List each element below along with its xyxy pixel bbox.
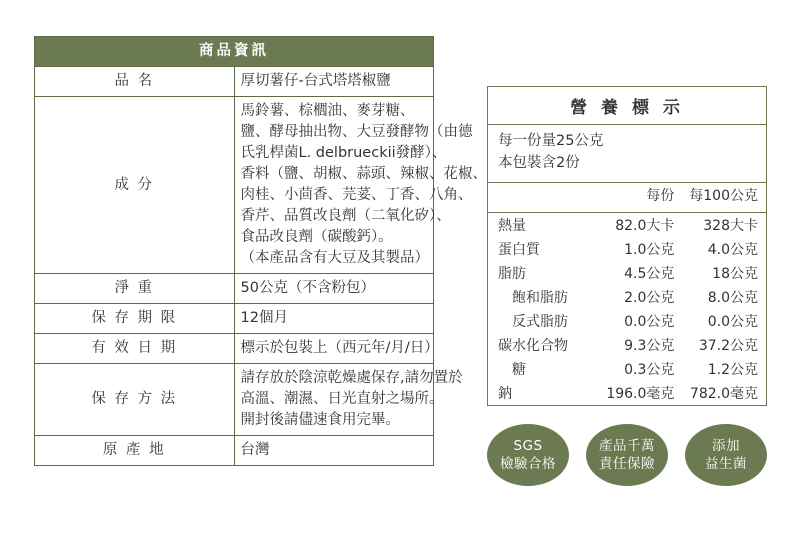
nutrient-per-serving: 196.0毫克 xyxy=(606,385,675,402)
value-lines xyxy=(240,338,439,359)
row-value-ingredients xyxy=(234,97,487,274)
value-line: 50公克（不含粉包） xyxy=(240,280,375,297)
nutrient-name: 蛋白質 xyxy=(498,241,540,258)
nutrient-per-100g: 782.0毫克 xyxy=(689,385,758,402)
value-lines xyxy=(241,278,428,299)
nutrient-per-100g: 1.2公克 xyxy=(707,361,758,378)
nutrient-per-100g: 8.0公克 xyxy=(707,289,758,306)
row-label-net-weight: 淨 重 xyxy=(35,274,235,304)
product-info-table xyxy=(34,36,487,466)
nutrition-header-per-100g: 每100公克 xyxy=(689,187,758,204)
nutrient-per-serving: 4.5公克 xyxy=(624,265,675,282)
table-row xyxy=(35,97,434,274)
table-row xyxy=(35,67,434,97)
value-lines xyxy=(240,101,487,269)
nutrition-table xyxy=(488,183,766,405)
value-lines xyxy=(241,71,428,92)
nutrient-name: 反式脂肪 xyxy=(512,313,568,330)
table-row xyxy=(35,436,434,466)
nutrition-row-fat xyxy=(488,261,766,285)
nutrition-row-sugar xyxy=(488,357,766,381)
nutrient-per-100g: 18公克 xyxy=(712,265,758,282)
product-info-panel xyxy=(34,36,487,466)
nutrition-serving-info xyxy=(488,125,766,183)
value-lines xyxy=(241,308,428,329)
serving-line: 每一份量25公克 xyxy=(498,133,604,149)
value-line: 氏乳桿菌L. delbrueckii發酵）、 xyxy=(240,145,447,162)
nutrient-name: 熱量 xyxy=(498,217,526,234)
nutrient-name: 糖 xyxy=(512,361,526,378)
badge-line-2: 益生菌 xyxy=(705,456,747,472)
value-lines xyxy=(241,440,428,461)
row-label-origin: 原 產 地 xyxy=(35,436,235,466)
value-line: 請存放於陰涼乾燥處保存,請勿置於 xyxy=(240,370,463,387)
value-line: 高溫、潮濕、日光直射之場所。 xyxy=(240,391,444,408)
row-value-shelf-life xyxy=(234,304,434,334)
product-title-row xyxy=(35,37,434,67)
table-row xyxy=(35,364,434,436)
nutrition-row-calories xyxy=(488,212,766,237)
value-line: 香料（鹽、胡椒、蒜頭、辣椒、花椒、 xyxy=(240,166,487,183)
row-value-origin xyxy=(234,436,434,466)
serving-line: 本包裝含2份 xyxy=(498,154,580,171)
row-label-name: 品 名 xyxy=(35,67,235,97)
nutrition-header-per-serving: 每份 xyxy=(646,187,675,204)
row-value-net-weight xyxy=(234,274,434,304)
badge-sgs xyxy=(487,424,569,486)
nutrient-per-100g: 4.0公克 xyxy=(707,241,758,258)
nutrient-per-serving: 9.3公克 xyxy=(624,337,675,354)
nutrient-per-serving: 0.0公克 xyxy=(624,313,675,330)
value-line: 厚切薯仔-台式塔塔椒鹽 xyxy=(240,73,391,90)
nutrition-row-trans-fat xyxy=(488,309,766,333)
nutrition-row-saturated-fat xyxy=(488,285,766,309)
product-info-body xyxy=(35,37,487,466)
badge-product-liability-insurance xyxy=(586,424,668,486)
row-value-storage xyxy=(234,364,463,436)
nutrition-row-protein xyxy=(488,237,766,261)
nutrition-row-carbohydrate xyxy=(488,333,766,357)
row-label-shelf-life: 保 存 期 限 xyxy=(35,304,235,334)
nutrient-name: 飽和脂肪 xyxy=(512,289,568,306)
row-value-expiry-date xyxy=(234,334,439,364)
row-value-name xyxy=(234,67,434,97)
value-line: （本產品含有大豆及其製品） xyxy=(240,250,429,267)
badge-line-2: 責任保險 xyxy=(599,456,655,472)
nutrient-name: 脂肪 xyxy=(498,265,526,282)
product-info-title: 商品資訊 xyxy=(35,37,434,67)
nutrition-header-row xyxy=(488,183,766,208)
value-line: 標示於包裝上（西元年/月/日） xyxy=(240,340,439,357)
row-label-storage: 保 存 方 法 xyxy=(35,364,235,436)
nutrient-per-100g: 37.2公克 xyxy=(698,337,758,354)
nutrition-row-sodium xyxy=(488,381,766,405)
nutrition-title: 營 養 標 示 xyxy=(488,87,766,125)
value-line: 食品改良劑（碳酸鈣）。 xyxy=(240,229,393,246)
row-label-ingredients: 成 分 xyxy=(35,97,235,274)
nutrient-per-serving: 82.0大卡 xyxy=(615,217,675,234)
row-label-expiry-date: 有 效 日 期 xyxy=(35,334,235,364)
badge-line-2: 檢驗合格 xyxy=(500,456,556,472)
badge-line-1: 產品千萬 xyxy=(599,437,655,454)
nutrient-per-serving: 2.0公克 xyxy=(624,289,675,306)
nutrient-per-100g: 0.0公克 xyxy=(707,313,758,330)
nutrition-table-body xyxy=(488,183,766,405)
value-lines xyxy=(240,368,463,431)
value-line: 馬鈴薯、棕櫚油、麥芽糖、 xyxy=(240,103,415,120)
value-line: 開封後請儘速食用完畢。 xyxy=(240,412,400,429)
value-line: 鹽、酵母抽出物、大豆發酵物（由德 xyxy=(240,124,473,141)
table-row xyxy=(35,304,434,334)
table-row xyxy=(35,274,434,304)
badge-line-1: 添加 xyxy=(712,437,740,454)
nutrient-per-serving: 1.0公克 xyxy=(624,241,675,258)
nutrition-header-name xyxy=(488,183,599,208)
nutrient-name: 鈉 xyxy=(498,385,512,402)
value-line: 肉桂、小茴香、芫荽、丁香、八角、 xyxy=(240,187,473,204)
certification-badges xyxy=(487,424,767,486)
nutrition-panel xyxy=(487,86,767,406)
value-line: 12個月 xyxy=(240,310,288,327)
nutrient-name: 碳水化合物 xyxy=(498,337,568,354)
nutrient-per-100g: 328大卡 xyxy=(703,217,758,234)
value-line: 台灣 xyxy=(240,442,270,459)
table-row xyxy=(35,334,434,364)
value-line: 香芹、品質改良劑（二氧化矽）、 xyxy=(240,208,451,225)
badge-line-1: SGS xyxy=(513,437,543,454)
nutrient-per-serving: 0.3公克 xyxy=(624,361,675,378)
badge-probiotics xyxy=(685,424,767,486)
